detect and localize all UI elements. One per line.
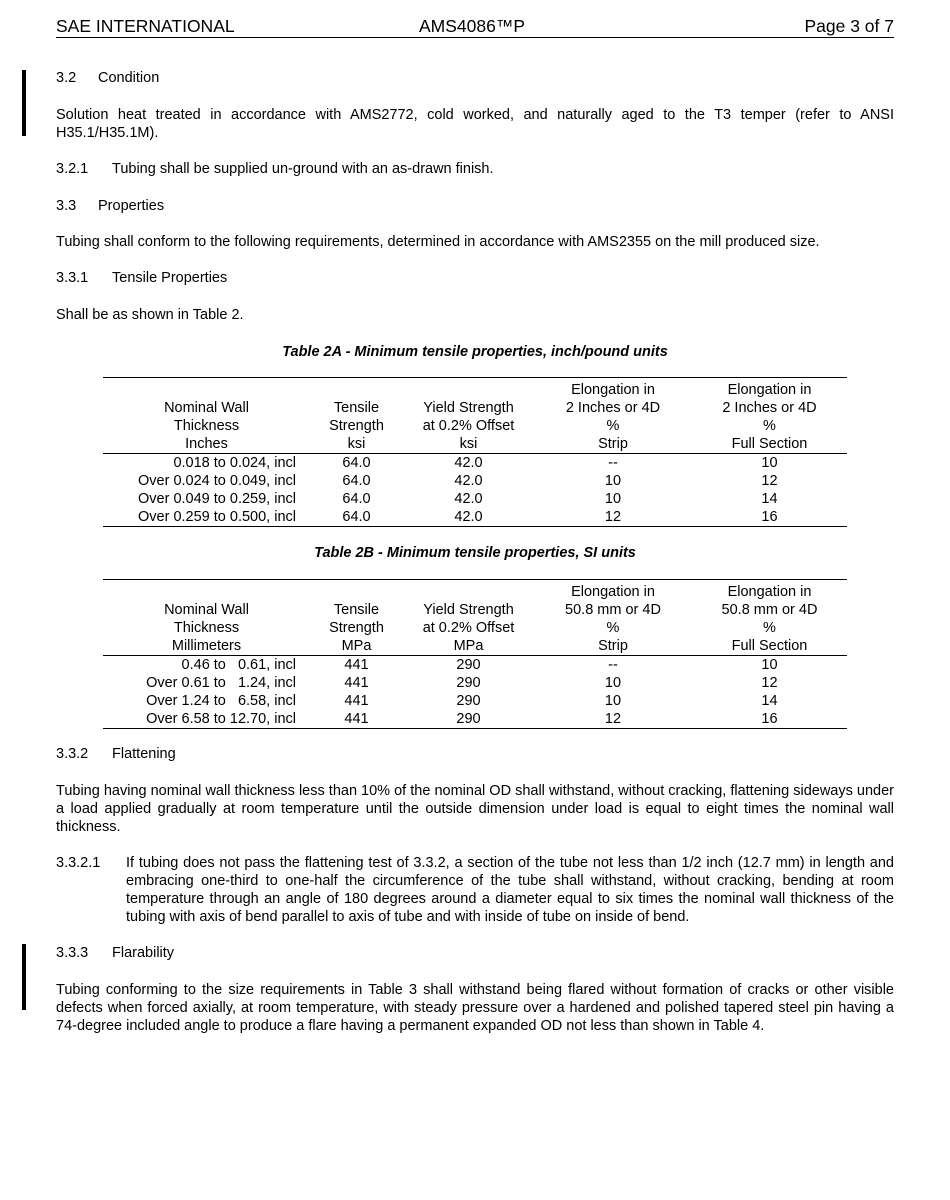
section-body-3-2: Solution heat treated in accordance with AMS2772, cold worked, and naturally aged to the T3 temper (refer to ANSI H35.1/H35.1M). xyxy=(56,107,894,141)
page-header xyxy=(56,16,894,38)
header-nominal-wall: Nominal Wall Thickness Inches xyxy=(103,378,310,454)
table-cell: 290 xyxy=(456,675,481,691)
header-tensile: Tensile Strength MPa xyxy=(310,580,403,656)
change-bar xyxy=(22,70,26,136)
table-2a xyxy=(103,377,847,527)
table-row xyxy=(103,656,847,675)
table-cell: 290 xyxy=(456,657,481,673)
section-body-3-3-1: Shall be as shown in Table 2. xyxy=(56,307,244,323)
table-2b xyxy=(103,579,847,729)
section-body-3-3-3: Tubing conforming to the size requirements in Table 3 shall withstand being flared without formation of cracks or other visible defects when forced axially, at room temperature, with steady pressure over a hardened and polished tapered steel pin having a 74-degree included angle to produce a flare having a permanent expanded OD not less than shown in Table 4. xyxy=(56,982,894,1034)
section-title: Flarability xyxy=(112,945,175,961)
header-doc-number: AMS4086™P xyxy=(419,16,526,36)
table-cell: 290 xyxy=(456,693,481,709)
table-row xyxy=(103,674,847,692)
table-cell: -- xyxy=(608,455,618,471)
header-yield: Yield Strength at 0.2% Offset MPa xyxy=(403,580,534,656)
table-cell: 16 xyxy=(692,710,847,729)
table-cell: 10 xyxy=(604,473,622,489)
table-cell: 12 xyxy=(761,473,778,489)
section-number: 3.3.2 xyxy=(56,746,89,762)
table-cell: 12 xyxy=(534,508,692,527)
table-cell: 64.0 xyxy=(342,455,371,471)
table-row xyxy=(103,508,847,527)
table-cell: 10 xyxy=(604,491,622,507)
section-title: Tensile Properties xyxy=(112,270,228,286)
section-title: Condition xyxy=(98,70,160,86)
change-bar xyxy=(22,944,26,1010)
table-cell: Over 0.049 to 0.259, incl xyxy=(138,491,296,507)
section-heading-3-3 xyxy=(56,197,894,215)
table-cell: 42.0 xyxy=(454,455,483,471)
section-body: If tubing does not pass the flattening test of 3.3.2, a section of the tube not less than 1/2 inch (12.7 mm) in length and embracing one-third to one-half the circumference of the tube shall withstand, without cracking, bending at room temperature through an angle of 180 degrees around a diameter equal to six times the nominal wall thickness of the tubing with axis of bend parallel to axis of tube and with inside of tube on inside of bend. xyxy=(126,855,894,925)
header-elongation-full: Elongation in 50.8 mm or 4D % Full Section xyxy=(692,580,847,656)
table-cell: 42.0 xyxy=(454,491,483,507)
header-elongation-strip: Elongation in 50.8 mm or 4D % Strip xyxy=(534,580,692,656)
section-heading-3-3-2 xyxy=(56,745,894,763)
table-cell: 64.0 xyxy=(310,508,403,527)
table-cell: 290 xyxy=(403,710,534,729)
table-cell: 14 xyxy=(761,491,778,507)
table-cell: 441 xyxy=(310,710,403,729)
table-row xyxy=(103,454,847,473)
table-row xyxy=(103,472,847,490)
section-title: Properties xyxy=(98,198,165,214)
table-cell: 12 xyxy=(761,675,778,691)
section-heading-3-2 xyxy=(56,69,894,87)
section-body: Tubing shall be supplied un-ground with an as-drawn finish. xyxy=(112,161,494,177)
table-cell: 10 xyxy=(761,455,778,471)
section-number: 3.2 xyxy=(56,70,77,86)
section-number: 3.3 xyxy=(56,198,77,214)
section-number: 3.3.1 xyxy=(56,270,89,286)
section-title: Flattening xyxy=(112,746,176,762)
section-heading-3-3-3 xyxy=(56,944,894,962)
table-cell: 441 xyxy=(344,693,369,709)
table-cell: Over 0.61 to 1.24, incl xyxy=(146,675,296,691)
section-body-3-3-2: Tubing having nominal wall thickness less than 10% of the nominal OD shall withstand, without cracking, flattening sideways under a load applied gradually at room temperature until the outside dimension under load is equal to eight times the nominal wall thickness. xyxy=(56,783,894,835)
table-2b-caption: Table 2B - Minimum tensile properties, SI units xyxy=(314,545,636,561)
table-cell: -- xyxy=(608,657,618,673)
table-cell: Over 0.259 to 0.500, incl xyxy=(103,508,310,527)
table-cell: 10 xyxy=(761,657,778,673)
section-number: 3.3.2.1 xyxy=(56,855,101,871)
section-number: 3.2.1 xyxy=(56,161,89,177)
header-org: SAE INTERNATIONAL xyxy=(56,16,235,36)
table-cell: 441 xyxy=(344,675,369,691)
header-elongation-full: Elongation in 2 Inches or 4D % Full Section xyxy=(692,378,847,454)
table-cell: 14 xyxy=(761,693,778,709)
header-yield: Yield Strength at 0.2% Offset ksi xyxy=(403,378,534,454)
table-cell: 10 xyxy=(604,693,622,709)
section-heading-3-3-1 xyxy=(56,269,894,287)
table-cell: 0.46 to 0.61, incl xyxy=(181,657,296,673)
table-2a-caption: Table 2A - Minimum tensile properties, inch/pound units xyxy=(282,344,668,360)
table-header-row xyxy=(103,378,847,454)
table-cell: 64.0 xyxy=(342,473,371,489)
table-cell: 0.018 to 0.024, incl xyxy=(173,455,296,471)
table-row xyxy=(103,490,847,508)
header-tensile: Tensile Strength ksi xyxy=(310,378,403,454)
section-number: 3.3.3 xyxy=(56,945,89,961)
table-cell: 441 xyxy=(344,657,369,673)
table-row xyxy=(103,692,847,710)
table-cell: 12 xyxy=(534,710,692,729)
table-cell: 42.0 xyxy=(403,508,534,527)
table-cell: Over 0.024 to 0.049, incl xyxy=(138,473,296,489)
header-page-number: Page 3 of 7 xyxy=(804,16,894,36)
header-elongation-strip: Elongation in 2 Inches or 4D % Strip xyxy=(534,378,692,454)
table-cell: 10 xyxy=(604,675,622,691)
header-nominal-wall: Nominal Wall Thickness Millimeters xyxy=(103,580,310,656)
table-cell: Over 6.58 to 12.70, incl xyxy=(103,710,310,729)
table-cell: Over 1.24 to 6.58, incl xyxy=(146,693,296,709)
section-3-2-1 xyxy=(56,160,894,178)
table-header-row xyxy=(103,580,847,656)
table-row xyxy=(103,710,847,729)
section-body-3-3: Tubing shall conform to the following requirements, determined in accordance with AMS2355 on the mill produced size. xyxy=(56,234,820,250)
table-cell: 42.0 xyxy=(454,473,483,489)
table-cell: 16 xyxy=(692,508,847,527)
table-cell: 64.0 xyxy=(342,491,371,507)
